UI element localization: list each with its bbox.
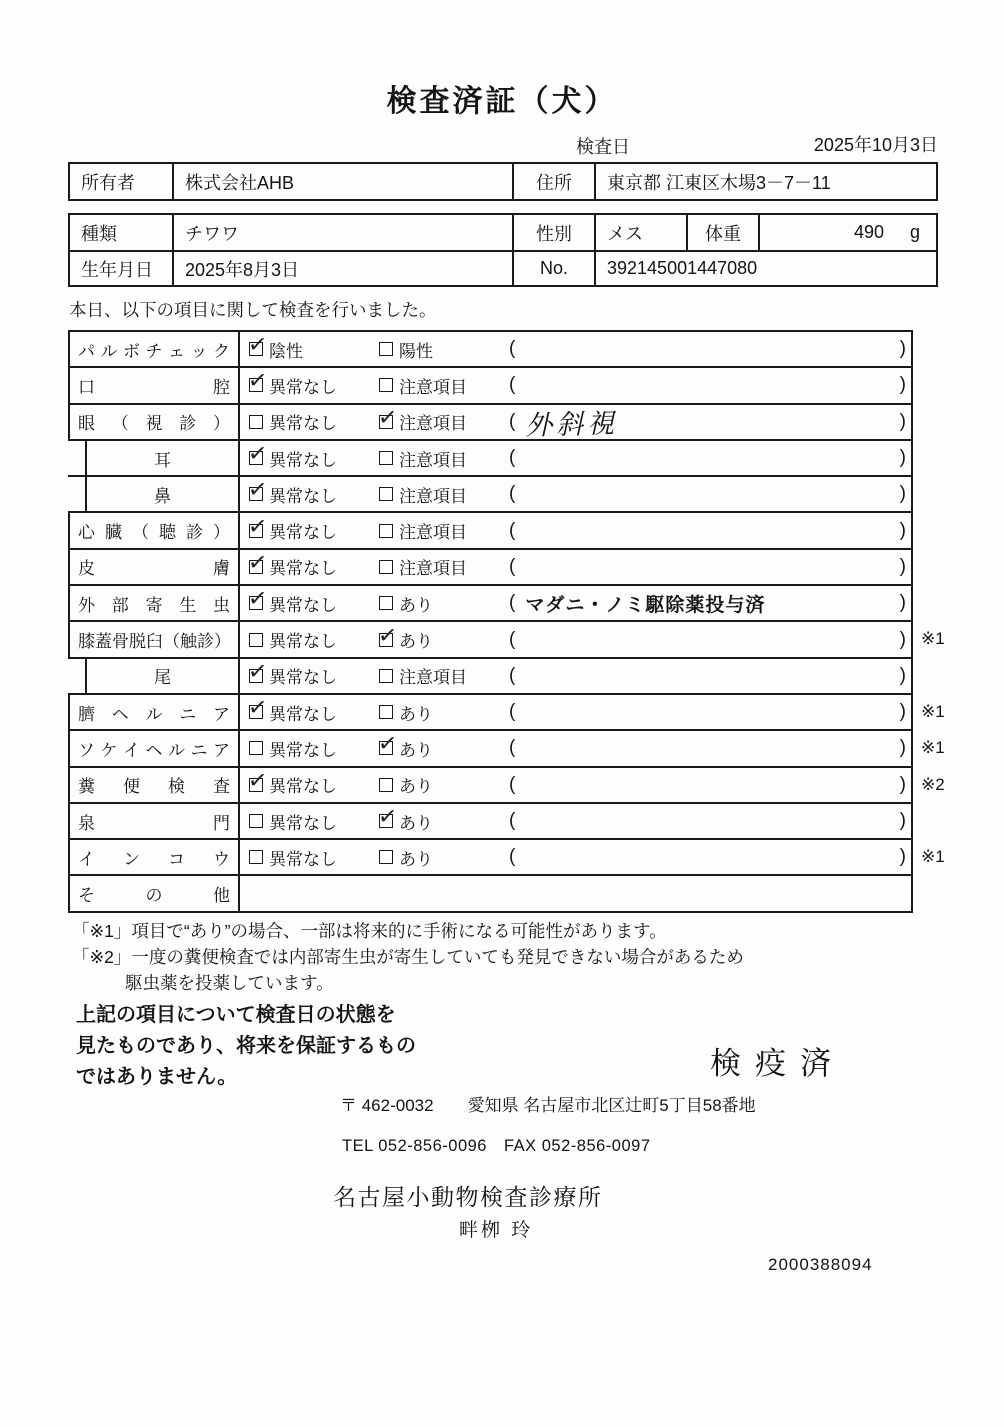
open-paren: ( — [509, 410, 516, 432]
unchecked-checkbox — [379, 342, 393, 356]
exam-option — [379, 845, 509, 870]
checked-checkbox — [249, 596, 263, 610]
serial-number: 2000388094 — [768, 1255, 873, 1274]
option-label: 異常なし — [269, 632, 337, 652]
checked-checkbox — [379, 633, 393, 647]
remark-parens — [509, 810, 911, 832]
exam-row — [68, 513, 913, 549]
option-label: 異常なし — [269, 450, 337, 470]
inspection-date-value: 2025年10月3日 — [813, 135, 938, 155]
footnote-mark: ※1 — [921, 701, 945, 721]
close-paren: ) — [899, 628, 906, 650]
option-label: 異常なし — [269, 523, 337, 543]
unchecked-checkbox — [379, 487, 393, 501]
exam-item-label: イ ン コ ウ — [68, 840, 240, 874]
close-paren: ) — [899, 664, 906, 686]
address-label: 住所 — [512, 164, 594, 199]
unchecked-checkbox — [249, 633, 263, 647]
exam-option — [379, 518, 509, 543]
exam-option — [249, 337, 379, 362]
option-label: 異常なし — [269, 668, 337, 688]
option-label: あり — [399, 740, 433, 760]
unchecked-checkbox — [249, 814, 263, 828]
exam-option — [379, 446, 509, 471]
unchecked-checkbox — [379, 524, 393, 538]
birth-row — [70, 250, 936, 285]
option-label: 異常なし — [269, 777, 337, 797]
exam-row — [68, 840, 945, 876]
close-paren: ) — [899, 519, 906, 541]
footnote-mark: ※1 — [921, 738, 945, 758]
option-label: あり — [399, 777, 433, 797]
exam-row-content — [240, 622, 913, 656]
open-paren: ( — [509, 483, 516, 505]
exam-option — [379, 627, 509, 652]
exam-row-content — [240, 695, 913, 729]
weight-label: 体重 — [686, 215, 758, 250]
exam-option — [379, 772, 509, 797]
owner-row — [70, 164, 936, 199]
exam-row — [68, 768, 945, 804]
inspection-date-label: 検査日 — [576, 137, 630, 157]
option-label: 異常なし — [269, 377, 337, 397]
exam-row — [68, 622, 945, 658]
exam-row — [68, 876, 913, 912]
remark-parens — [509, 338, 911, 360]
exam-row-content — [240, 840, 913, 874]
exam-row-content — [240, 659, 913, 693]
checked-checkbox — [249, 378, 263, 392]
open-paren: ( — [509, 447, 516, 469]
disclaimer-line-2: 見たものであり、将来を保証するもの — [76, 1035, 416, 1057]
exam-option — [249, 736, 379, 761]
unchecked-checkbox — [249, 415, 263, 429]
option-label: あり — [399, 813, 433, 833]
open-paren: ( — [509, 338, 516, 360]
exam-row-content — [240, 804, 913, 838]
exam-row-content — [240, 513, 913, 547]
exam-option — [249, 700, 379, 725]
exam-item-label: 臍 ヘ ル ニ ア — [68, 695, 240, 729]
exam-row — [68, 441, 913, 477]
open-paren: ( — [509, 592, 516, 614]
unchecked-checkbox — [379, 778, 393, 792]
remark-parens — [509, 590, 911, 617]
sex-value: メス — [594, 215, 686, 250]
open-paren: ( — [509, 701, 516, 723]
exam-row-content — [240, 405, 913, 442]
unchecked-checkbox — [249, 741, 263, 755]
exam-option — [249, 591, 379, 616]
remark-parens — [509, 846, 911, 868]
option-label: あり — [399, 595, 433, 615]
exam-item-label: 泉 門 — [68, 804, 240, 838]
checked-checkbox — [249, 524, 263, 538]
close-paren: ) — [899, 555, 906, 577]
clinic-address-line — [340, 1091, 756, 1116]
exam-row — [68, 550, 913, 586]
exam-row — [68, 477, 913, 513]
checked-checkbox — [249, 560, 263, 574]
option-label: 異常なし — [269, 849, 337, 869]
footnote-2: 「※2」一度の糞便検査では内部寄生虫が寄生していても発見できない場合があるため — [72, 947, 744, 967]
unchecked-checkbox — [379, 378, 393, 392]
weight-cell — [758, 215, 936, 250]
exam-row-content — [240, 731, 913, 765]
close-paren: ) — [899, 374, 906, 396]
exam-row-content — [240, 768, 913, 802]
exam-item-label: 鼻 — [85, 477, 240, 511]
exam-row — [68, 332, 913, 368]
exam-item-label: パ ル ボ チ ェ ッ ク — [68, 332, 240, 366]
clinic-name: 名古屋小動物検査診療所 — [333, 1184, 603, 1210]
exam-option — [249, 663, 379, 688]
remark-parens — [509, 374, 911, 396]
exam-item-label: ソ ケ イ ヘ ル ニ ア — [68, 731, 240, 765]
checked-checkbox — [249, 451, 263, 465]
checked-checkbox — [249, 487, 263, 501]
disclaimer-line-1: 上記の項目について検査日の状態を — [76, 1004, 396, 1026]
intro-text: 本日、以下の項目に関して検査を行いました。 — [69, 300, 437, 320]
examiner-name: 畔栁 玲 — [459, 1220, 534, 1241]
exam-item-label: 尾 — [85, 659, 240, 693]
exam-option — [379, 373, 509, 398]
remark-parens — [509, 665, 911, 687]
checked-checkbox — [379, 741, 393, 755]
exam-item-label: 耳 — [85, 441, 240, 475]
footnote-mark: ※1 — [921, 847, 945, 867]
exam-option — [379, 700, 509, 725]
close-paren: ) — [899, 773, 906, 795]
open-paren: ( — [509, 374, 516, 396]
exam-option — [249, 373, 379, 398]
exam-row-content — [240, 332, 913, 366]
exam-row — [68, 804, 913, 840]
option-label: 注意項目 — [399, 559, 467, 579]
exam-row — [68, 586, 913, 622]
close-paren: ) — [899, 701, 906, 723]
exam-option — [249, 446, 379, 471]
option-label: 異常なし — [269, 414, 337, 434]
unchecked-checkbox — [249, 850, 263, 864]
exam-row — [68, 695, 945, 731]
remark-parens — [509, 556, 911, 578]
exam-option — [379, 809, 509, 834]
remark-parens — [509, 447, 911, 469]
exam-option — [379, 591, 509, 616]
close-paren: ) — [899, 447, 906, 469]
exam-row-content — [240, 441, 913, 475]
open-paren: ( — [509, 664, 516, 686]
option-label: 異常なし — [269, 486, 337, 506]
exam-option — [379, 554, 509, 579]
exam-item-label: 眼 （ 視 診 ） — [68, 405, 240, 439]
exam-item-label: 皮 膚 — [68, 550, 240, 584]
footnotes — [72, 918, 744, 996]
exam-item-label: 膝 蓋 骨 脱 臼 （ 触 診 ） — [68, 622, 240, 656]
open-paren: ( — [509, 519, 516, 541]
option-label: 注意項目 — [399, 486, 467, 506]
unchecked-checkbox — [379, 669, 393, 683]
open-paren: ( — [509, 773, 516, 795]
weight-unit: g — [909, 222, 920, 242]
close-paren: ) — [899, 410, 906, 432]
exam-row — [68, 659, 913, 695]
option-label: 注意項目 — [399, 377, 467, 397]
remark-parens — [509, 629, 911, 651]
exam-option — [249, 518, 379, 543]
remark-parens — [509, 520, 911, 542]
footnote-2-continued: 駆虫薬を投薬しています。 — [125, 973, 334, 993]
exam-option — [379, 736, 509, 761]
exam-option — [249, 482, 379, 507]
close-paren: ) — [899, 338, 906, 360]
page-title: 検査済証（犬） — [386, 85, 618, 118]
exam-option — [249, 409, 379, 434]
option-label: 異常なし — [269, 813, 337, 833]
remark-parens — [509, 406, 911, 442]
option-label: 異常なし — [269, 704, 337, 724]
option-label: あり — [399, 849, 433, 869]
close-paren: ) — [899, 737, 906, 759]
remark-parens — [509, 774, 911, 796]
exam-row-content — [240, 586, 913, 620]
tel-fax-line: TEL 052-856-0096 FAX 052-856-0097 — [342, 1137, 651, 1155]
certificate-no-value: 392145001447080 — [594, 252, 936, 285]
exam-row-content — [240, 550, 913, 584]
open-paren: ( — [509, 628, 516, 650]
exam-item-label: 心 臓 （ 聴 診 ） — [68, 513, 240, 547]
exam-item-label: そ の 他 — [68, 876, 240, 910]
exam-option — [249, 809, 379, 834]
option-label: 異常なし — [269, 740, 337, 760]
breed-label: 種類 — [81, 223, 117, 244]
option-label: 注意項目 — [399, 414, 467, 434]
unchecked-checkbox — [379, 850, 393, 864]
disclaimer — [76, 1000, 416, 1093]
remark-note: マダニ・ノミ駆除薬投与済 — [525, 594, 766, 616]
checked-checkbox — [379, 814, 393, 828]
option-label: 陽性 — [399, 341, 433, 361]
close-paren: ) — [899, 483, 906, 505]
exam-option — [249, 554, 379, 579]
checked-checkbox — [379, 415, 393, 429]
exam-option — [249, 845, 379, 870]
birth-value: 2025年8月3日 — [172, 252, 512, 285]
weight-value: 490 — [853, 222, 884, 242]
exam-option — [379, 337, 509, 362]
checked-checkbox — [249, 342, 263, 356]
sex-label: 性別 — [512, 215, 594, 250]
exam-option — [249, 627, 379, 652]
exam-items-table — [68, 330, 945, 913]
remark-parens — [509, 701, 911, 723]
remark-parens — [509, 737, 911, 759]
exam-row — [68, 405, 913, 441]
open-paren: ( — [509, 810, 516, 831]
disclaimer-line-3: ではありません。 — [76, 1066, 238, 1088]
unchecked-checkbox — [379, 596, 393, 610]
exam-item-label: 口 腔 — [68, 368, 240, 402]
remark-note: 外斜視 — [525, 408, 619, 442]
checked-checkbox — [249, 778, 263, 792]
option-label: 異常なし — [269, 559, 337, 579]
unchecked-checkbox — [379, 705, 393, 719]
remark-parens — [509, 483, 911, 505]
exam-option — [379, 409, 509, 434]
footnote-mark: ※2 — [921, 774, 945, 794]
checked-checkbox — [249, 705, 263, 719]
exam-row-content — [240, 477, 913, 511]
close-paren: ) — [899, 846, 906, 868]
exam-option — [379, 482, 509, 507]
exam-item-label: 糞 便 検 査 — [68, 768, 240, 802]
certificate-no-label: No. — [512, 252, 594, 285]
open-paren: ( — [509, 737, 516, 759]
option-label: 異常なし — [269, 595, 337, 615]
unchecked-checkbox — [379, 560, 393, 574]
clinic-address: 愛知県 名古屋市北区辻町5丁目58番地 — [467, 1096, 756, 1115]
owner-label: 所有者 — [81, 172, 135, 193]
exam-option — [379, 663, 509, 688]
exam-item-label: 外 部 寄 生 虫 — [68, 586, 240, 620]
exam-row-content — [240, 876, 913, 910]
option-label: 陰性 — [269, 341, 303, 361]
owner-info-table — [68, 162, 938, 201]
footnote-1: 「※1」項目で“あり”の場合、一部は将来的に手術になる可能性があります。 — [72, 921, 667, 941]
postal-code: 〒 462-0032 — [340, 1096, 434, 1115]
breed-row — [70, 215, 936, 250]
footnote-mark: ※1 — [921, 629, 945, 649]
address-value: 東京都 江東区木場3－7－11 — [594, 164, 936, 199]
quarantine-passed-stamp: 検疫済 — [710, 1046, 845, 1081]
checked-checkbox — [249, 669, 263, 683]
option-label: あり — [399, 704, 433, 724]
breed-value: チワワ — [172, 215, 512, 250]
exam-option — [249, 772, 379, 797]
option-label: あり — [399, 632, 433, 652]
owner-value: 株式会社AHB — [172, 164, 512, 199]
open-paren: ( — [509, 846, 516, 868]
unchecked-checkbox — [379, 451, 393, 465]
exam-row — [68, 731, 945, 767]
open-paren: ( — [509, 555, 516, 577]
close-paren: ) — [899, 592, 906, 614]
close-paren: ) — [899, 810, 906, 831]
option-label: 注意項目 — [399, 523, 467, 543]
option-label: 注意項目 — [399, 450, 467, 470]
pet-info-table — [68, 213, 938, 287]
option-label: 注意項目 — [399, 668, 467, 688]
birth-label: 生年月日 — [81, 259, 153, 280]
